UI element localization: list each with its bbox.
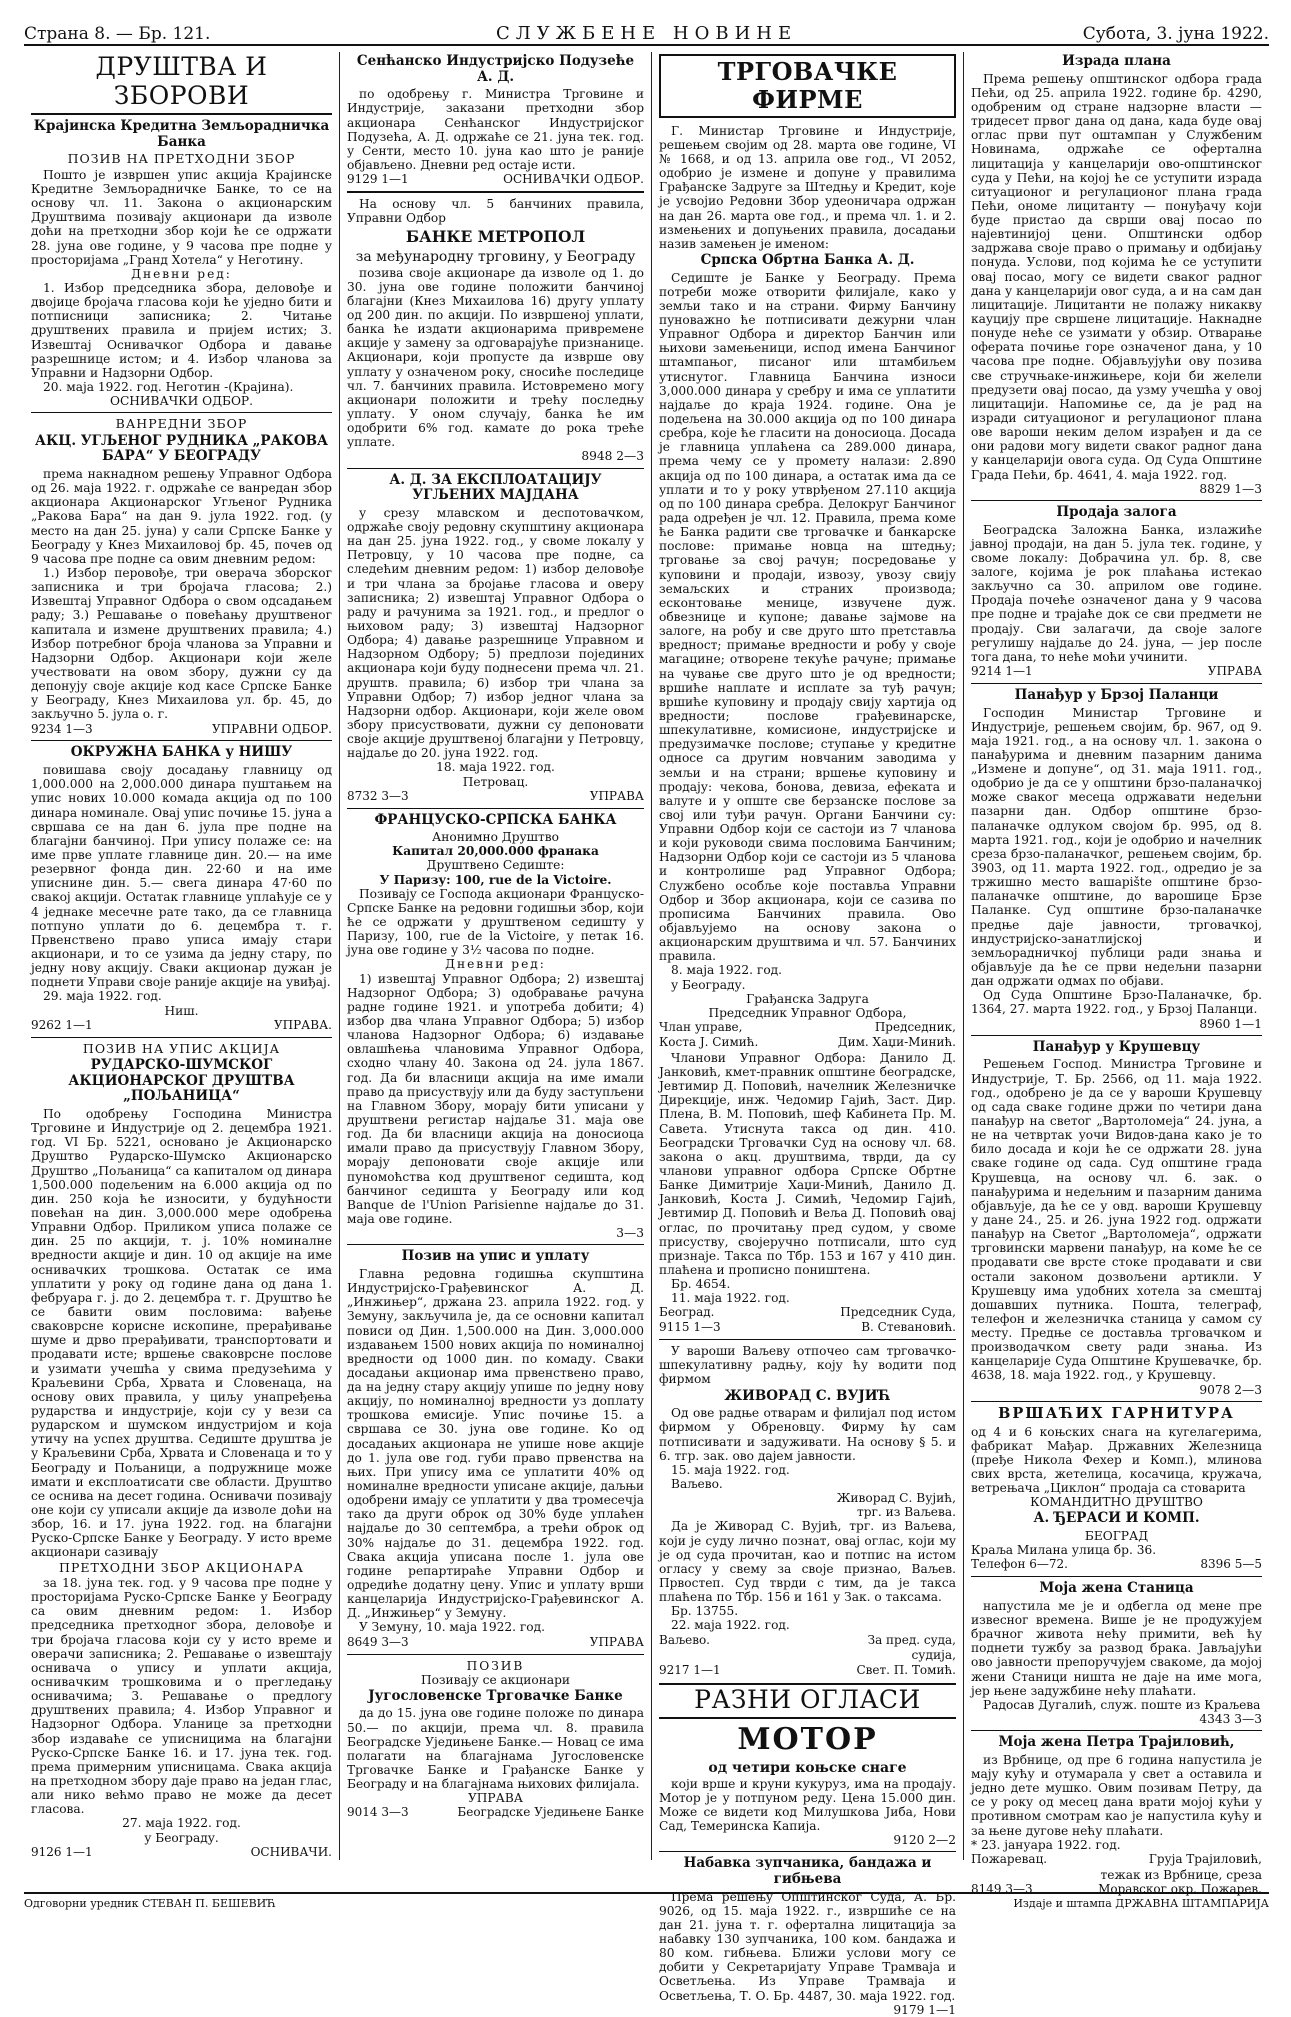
- notice-place: Ваљево.: [659, 1632, 710, 1647]
- agenda-heading: Дневни ред:: [445, 957, 546, 972]
- notice-place: Пожаревац.: [971, 1851, 1048, 1866]
- notice-title: Крајинска Кредитна Земљорадничка Банка: [33, 118, 330, 150]
- notice-body-2: за 18. јуна тек. год. у 9 часова пре подне у просторијама Руско-Српске Банке у Београду са овим дневним редом: 1. Избор председника претходног збора, деловође и три бројача гласова који су у исто време и оверачи записника; 2. Решавање о извештају оснивача о упису и уплати акција, оснивачким трошковима и о прегледању оснивачима; 3. Решавање о предлогу друштвених правила; 4. Избор Управног и Надзорног Одбора. Уланице за претходни збор издаваће се уписницима на благајни Руско-Српске Банке 16. и 17. јуна тек. год. према примерним уписницама. Свака акција на претходном збору даје право на један глас, али нико већмо право не може да десет гласова.: [31, 1576, 332, 1817]
- divider: [659, 1851, 956, 1852]
- notice-number: 4343 3—3: [1199, 1712, 1262, 1727]
- capital: Капитал 20,000.000 франака: [392, 844, 599, 859]
- notice-body: Према решењу општинског одбора града Пећи, од 25. априла 1922. године бр. 4290, одобреним од стране надзорне власти — тридесет првог дана од дана, када буде овај оглас први пут оштампан у Службеним Новинама, одржаће се офертална лицитација у канцеларији ово-општинског суда у Пећи, на којој ће се уступити израда ситуационог и регулационог плана града Пећи, ономе лицитанту — понуђачу који буде пристао да сврши овај посао по најевтинијој цени. Општински одбор задржава своје право о примању и одбијању понуда. Услови, под којима ће се уступити овај посао, могу се видети сваког радног дана у канцеларији овог суда, а и на сам дан лицитације. Лицитанти не полажу никакву кауцију пре свршене лицитације. Накнадне понуде неће се узимати у обзир. Отварање оферата почиње горе означеног дана, у 10 часова пре подне. Објављујући ову позива све стручњаке-инжињере, који би желели предузети овај посао, да узму учешћа у овој лицитацији. Напомиње се, да је рад на изради ситуационог и регулационог плана ове вароши неким делом израђен и да се они радови могу видети сваког радног дана у канцеларији овога суда. Од Суда Општине Града Пећи, бр. 4641, 4. маја 1922. год.: [971, 71, 1262, 482]
- notice-body-3: Да је Живорад С. Вујић, трг. из Ваљева, који је суду лично познат, овај оглас, који му је од суда прочитан, као и потпис на истом огласу у свему за своје признао, Ваљев. Првостеп. Суд тврди с тим, да је такса плаћена по Тбр. 156 и 161 у Зак. о таксама.: [659, 1519, 956, 1605]
- notice-body-2: Седиште је Банке у Београду. Према потреби може отворити филијале, како у земљи тако и на страни. Фирму Банчину пуноважно ће потписивати дежурни члан Управног Одбора и директор Банчин или њихови замењеници, испод имена Банчиног штампањог, писаног или штамбиљем утиснутог. Главница Банчина износи 3,000.000 динара у сребру и има се уплатити најдаље до краја 1924. године. Она је подељена на 30.000 акција од по 100 динара сребра, које ће гласити на доносиоца. Досада је главница уплаћена са 289.000 динара, према чему се у промету налази: 2.890 акција од по 100 динара, а остатак има да се уплати и то у року утврђеном 27.110 акција од по 100 динара сребра. Делокруг Банчиног рада одређен је чл. 12. Правила, према коме ће Банка радити све трговачке и банкарске послове: примање новца на штедњу; трговање за свој рачун; посредовање у куповини и продаји, извозу, увозу свију земаљских и страних производа; есконтовање менице, извучене дуж. обвезнице и купоне; давање зајмове на залоге, на робу и све друго што претставља вредност; примање вредности и робу у своје магацине; отворене текуће рачуне; примање на чување све друго што је од вредности; вршиће наплате и исплате за туђ рачун; вршиће куповину и продају свију хартија од вредности; послове грађевинарске, шпекулативне, комисионе, индустријске и предузимачке послове; ступање у кредитне односе са другим новчаним заводима у земљи и на страни; вршење куповину и продају: чекова, бонова, девиза, ефеката и валуте и у опште све берзанске послове за свој или туђи рачун. Органи Банчини су: Управни Одбор који се састоји из 7 чланова и који руководи свима пословима Банчиним; Надзорни Одбор који се састоји из 5 чланова и контролише рад Управног Одбора; Службено особље које поставља Управни Одбор и Збор акционара, који се сазива по прописима Банчиних правила. Ово објављујемо на основу закона о акционарским друштвима и чл. 57. Банчиних правила.: [659, 270, 956, 964]
- notice-body: из Врбнице, од пре 6 година напустила је мају кућу и отумарала у свет а оставила и једно дете мушко. Овим позивам Петру, да се у року од месец дана врати мојој кући у противном смотрам као је напустила кућу и за њене дугове нећу плаћати.: [971, 1752, 1262, 1838]
- notice-inzinjer: [347, 1249, 644, 1649]
- notice-title: Израда плана: [1062, 53, 1171, 69]
- notice-title: ФРАНЦУСКО-СРПСКА БАНКА: [374, 811, 617, 828]
- notice-body: У вароши Ваљеву отпочео сам трговачко-шпекулативну радњу, коју ћу водити под фирмом: [659, 1344, 956, 1387]
- section-title-misc-ads: РАЗНИ ОГЛАСИ: [659, 1683, 956, 1719]
- section-title-trade-firms: ТРГОВАЧКЕ ФИРМЕ: [659, 54, 956, 118]
- notice-title: АКЦ. УГЉЕНОГ РУДНИКА „РАКОВА БАРА“ У БЕОГРАДУ: [35, 432, 328, 465]
- notice-number: 8732 3—3: [347, 788, 409, 803]
- page-footer: [24, 1892, 1269, 1910]
- notice-title: Панађур у Брзој Паланци: [1014, 686, 1219, 703]
- company-city: БЕОГРАД: [1084, 1529, 1149, 1544]
- ad-motor: [659, 1723, 956, 1847]
- notice-reference: Бр. 13755.: [671, 1604, 739, 1619]
- seat-label: Друштвено Седиште:: [426, 858, 565, 873]
- signature-title-2: Моравског окр. Пожарев.: [1098, 1881, 1262, 1896]
- notice-number: 9014 3—3: [347, 1805, 409, 1820]
- notice-title: ОКРУЖНА БАНКА у НИШУ: [70, 744, 293, 761]
- notice-number: 9217 1—1: [659, 1662, 721, 1677]
- notice-signature: УПРАВА.: [273, 1017, 332, 1032]
- divider: [971, 1730, 1262, 1731]
- ad-threshers: [971, 1406, 1262, 1573]
- divider: [31, 1037, 332, 1038]
- notice-signature: УПРАВНИ ОДБОР.: [212, 721, 332, 736]
- notice-title: Сенћанско Индустријско Подузеће А. Д.: [356, 53, 635, 85]
- notice-body: Београдска Заложна Банка, излажиће јавној продаји, на дан 5. јула тек. године, у своме локалу: Добрачина ул. бр. 8, све залоге, којима је рок плаћања истекао закључно са 30. априлом ове године. Продаја почеће означеног дана у 9 часова пре подне и трајаће док се сви предмети не продају. Сви залагачи, да своје залоге регулишу најдаље до 24. јуна, — јер после тога дана, то неће моћи учинити.: [971, 522, 1262, 664]
- notice-coal-mines: [347, 473, 644, 804]
- notice-date: 27. маја 1922. год.: [122, 1816, 241, 1831]
- notice-pec-plan: [971, 54, 1262, 496]
- notice-date: 11. маја 1922. год.: [671, 1291, 790, 1306]
- bank-name-2: Београдске Уједињене Банке: [457, 1805, 644, 1820]
- divider: [971, 500, 1262, 501]
- notice-date: * 23. јануара 1922. год.: [971, 1837, 1121, 1852]
- notice-body: Према решењу Општинског Суда, А. Бр. 9026, од 15. маја 1922. г., извршиће се на дан 21. јуна т. г. офертална лицитација за набавку 130 зупчаника, 100 ком. бандажа и 80 ком. гибњева. Ближи услови могу се добити у Секретаријату Управе Трамваја и Осветљења. Из Управе Трамваја и Осветљења, Т. О. Бр. 4487, 30. маја 1922. год.: [659, 1889, 956, 2003]
- notice-title: Продаја залога: [1056, 503, 1177, 520]
- notice-body: Г. Министар Трговине и Индустрије, решењем својим од 28. марта ове године, VI № 1668, и од 13. априла ове год., VI 2052, одобрио је измене и допуне у правилима Грађанске Задруге за Штедњу и Кредит, које је усвојио Редовни Збор удеоничара одржан на дан 26. марта ове год., и према чл. 1. и 2. измењених и допуњених правила, досадањи назив замењен је именом:: [659, 123, 956, 251]
- notice-title: Набавка зупчаника, бандажа и гибњева: [683, 1855, 932, 1887]
- notice-tram-parts: [659, 1856, 956, 2017]
- notice-footer: [971, 665, 1262, 679]
- signature-row: [659, 1321, 956, 1335]
- notice-place: у Београду.: [144, 1830, 219, 1845]
- notice-signature: УПРАВА: [467, 1791, 524, 1806]
- notice-signature: ОСНИВАЧИ.: [250, 1844, 332, 1859]
- notice-body: да до 15. јуна ове године положе по динара 50.— по акцији, према чл. 8. правила Београдске Уједињене Банке.— Новац се има полагати на благајнама Југословенске Трговачке Банке и Грађанске Банке у Београду и на благајнама њихових филијала.: [347, 1706, 644, 1792]
- notice-wife-stanica: [971, 1581, 1262, 1726]
- agenda-items: 1) извештај Управног Одбора; 2) извештај Надзорног Одбора; 3) одобравање рачуна радне године 1921. и употреба добити; 4) избор два члана Управног Одбора; 5) избор чланова Надзорног Одбора; 6) издавање овлашћења члановима Управног Одбора, сходно члану 40. Закона од 24. јула 1867. год. Да би власници акција на име имали право да присуствују или да буду заступљени на Главном Збору, морају бити уписани у друштвени регистар најдаље 31. маја ове год. Да би власници акција на доносиоца имали право да присуствују Главном Збору, морају депоновати своје акције или пуномоћства код друштвеног седишта, код банчиног седишта у Београду или код Banque de l'Union Parisienne најдаље до 31. маја ове године.: [347, 971, 644, 1226]
- notice-body-3: Чланови Управног Одбора: Данило Д. Јанковић, кмет-правник општине београдске, Јевтимир Д. Поповић, начелник Железничке Дирекције, инж. Чедомир Гајић, Заст. Дир. Плена, В. М. Поповић, шеф Кабинета Пр. М. Савета. Утиснута такса од дин. 410. Београдски Трговачки Суд на основу чл. 68. закона о акц. друштвима, тврди, да су чланови управног одбора Српске Обртне Банке Димитрије Хаџи-Минић, Данило Д. Јанковић, Коста Ј. Симић, Чедомир Гајић, Јевтимир Д. Поповић и Веља Д. Поповић овај оглас, по прочитању пред судом, у своме присуству, својеручно потписали, што суд признаје. Такса по Тбр. 153 и 167 у 410 дин. плаћена и прописно поништена.: [659, 1050, 956, 1277]
- notice-signature: УПРАВА: [1207, 663, 1262, 678]
- ad-subtitle: од четири коњске снаге: [708, 1760, 907, 1777]
- issue-date: Субота, 3. јуна 1922.: [1082, 24, 1269, 44]
- signature-label: Председник,: [874, 1020, 956, 1035]
- notice-poljanica: [31, 1042, 332, 1860]
- notice-body: Позивају се Господа акционари Француско-Српске Банке на редовни годишњи збор, који ће се одржати у друштвеном седишту у Паризу, 100, rue de la Victoire, у петак 16. јуна ове године у 3½ часова по подне.: [347, 886, 644, 958]
- divider: [31, 412, 332, 413]
- signature-row: [659, 1036, 956, 1050]
- notice-body: повишава своју досадању главницу од 1,000.000 на 2,000.000 динара пуштањем на упис нових 10.000 комада акција од по 100 динара номинале. Овај упис почиње 15. јуна а свршава се на дан 6. јула пре подне на благајни банчиној. При упису полаже се: на име прве уплате главнице дин. 20.— на име резервног фонда дин. 22·60 и на име уписнине дин. 5.— свега динара 47·60 по свакој акцији. Остатак главнице уплаћује се у 4 једнаке месечне рате тако, да се главница потпуно уплати до 6. децембра т. г. Првенствено право уписа имају стари акционари, и то се узима да једну стару, по једну нову акцију. Сваки акционар дужан је поднети Управи своје раније акције на увиђај.: [31, 763, 332, 990]
- notice-rakova-bara: [31, 417, 332, 736]
- judge-title: Председник Суда,: [840, 1305, 956, 1320]
- column-1: [24, 52, 339, 1860]
- company-type: КОМАНДИТНО ДРУШТВО: [1030, 1495, 1203, 1510]
- notice-number: 8960 1—1: [1199, 1016, 1262, 1031]
- notice-signature: УПРАВА: [589, 1634, 644, 1649]
- signature-row: [659, 1664, 956, 1678]
- divider: [971, 1401, 1262, 1402]
- notice-body: по одобрењу г. Министра Трговине и Индустрије, заказани претходни збор акционара Сенћанског Индустријског Подузећа, А. Д. одржаће се 21. јуна тек. год. у Сенти, место 10. јуна као што је раније објављено. Дневни ред остаје исти.: [347, 87, 644, 173]
- ad-title: МОТОР: [737, 1722, 878, 1758]
- signature-title: трг. из Ваљева.: [856, 1505, 956, 1520]
- notice-footer: [31, 1019, 332, 1033]
- newspaper-title: СЛУЖБЕНЕ НОВИНЕ: [495, 23, 798, 44]
- notice-body: Господин Министар Трговине и Индустрије, решењем својим, бр. 967, од 9. маја 1921. год., а на основу чл. 1. закона о панађурима и дневним пазарним данима „Измене и допуне“, од 31. маја 1911. год., одобрио је да се у општини брзо-паланачкој може сваког месеца одржавати недељни пазарни дан. Одбор општине брзо-паланачке одлуком својом бр. 995, од 8. марта 1921. год., који је одобрио и начелник среза брзо-паланачког, решењем својим, бр. 3903, од 11. марта 1922. год., одредио је за тржишно место вашарište општине брзо-паланачке општине, до варошице Брзе Паланке. Суд општине брзо-паланачке предње даје јавности, трговачкој, индустријско-занатлијској и земљорадничкој публици ради знања и објављује да ће се први недељни пазарни дан одржати одмах по објави.: [971, 705, 1262, 989]
- notice-body: напустила ме је и одбегла од мене пре извесног времена. Више је не продужујем брачног живота нећу примити, већ ћу поднети тужбу за развод брака. Јављајући ово јавности препоручујем свакоме, да мојој жени Станици ништа не даје на име мога, јер њене задужбине нећу плаћати.: [971, 1598, 1262, 1698]
- divider: [971, 683, 1262, 684]
- divider: [31, 740, 332, 741]
- notice-fair-brza-palanka: [971, 688, 1262, 1031]
- notice-date: 18. маја 1922. год.: [436, 760, 555, 775]
- notice-subtitle: Позивају се акционари: [420, 1672, 571, 1687]
- notice-body: Главна редовна годишња скупштина Индустријско-Грађевинског А. Д. „Инжињер“, држана 23. априла 1922. год. у Земуну, закључила је, да се основни капитал повиси од Дин. 1,500.000 на Дин. 3,000.000 издавањем 1500 нових акција по номиналној вредности од 1000 дин. по комаду. Сваки досадањи акционар има првенствено право, да на једну стару акцију упише по једну нову акцију, по номиналној вредности уз доплату трошкова емисије. Упис почиње 15. а свршава се 30. јуна ове године. Ко од досадањих акционара не упише нове акције до 1. јула ове год. губи право првенства на њих. При упису има се уплатити 40% од номиналне вредности уписане акције, даљњи одобрени имају се уплатити у два тромесечја тако да други оброк од 30% буде уплаћен најдаље до 30 септембра, а трећи оброк од 30% најдаље до 31. децембра 1922. год. Свака акција уписана после 1. јула ове године репартираће Управни Одбор и одредиће додатну цену. Упис и уплату врши канцеларија Индустријско-Грађевинског А. Д. „Инжињер“ у Земуну.: [347, 1266, 644, 1621]
- notice-footer: [31, 1846, 332, 1860]
- signature-name: Груја Трајиловић,: [1148, 1851, 1262, 1866]
- notice-number: 8149 3—3: [971, 1881, 1033, 1896]
- notice-vujic: [659, 1344, 956, 1677]
- notice-number: 9126 1—1: [31, 1844, 93, 1859]
- signature-row: [659, 1634, 956, 1648]
- notice-title: БАНКЕ МЕТРОПОЛ: [405, 227, 586, 247]
- notice-date: У Земуну, 10. маја 1922. год.: [359, 1620, 545, 1635]
- divider: [347, 1244, 644, 1245]
- notice-date: 22. маја 1922. год.: [671, 1618, 790, 1633]
- notice-number: 8829 1—3: [1199, 481, 1262, 496]
- signature-name: Коста Ј. Симић.: [659, 1034, 759, 1049]
- notice-body: у срезу млавском и деспотовачком, одржаће своју редовну скупштину акционара на дан 25. јуна 1922. год., у своме локалу у Петровцу, у 10 часова пре подне, са следећим дневним редом: 1) избор деловође и три члана за бројање гласова и оверу записника; 2) извештај Управног Одбора о раду и рачунима за 1921. год., и предлог о њиховом раду; 3) извештај Надзорног Одбора; 4) давање разрешнице Управном и Надзорном Одбору; 5) предлози појединих акционара који буду поднесени према чл. 21. друштв. правила; 6) избор три члана за Управни Одбор; 7) избор једног члана за Надзорни одбор. Акционари, који желе овом збору присуствовати, дужни су депоновати своје акције друштвеној благајни у Петровцу, најдаље до 20. јуна 1922. год.: [347, 505, 644, 761]
- firm-name: Српска Обртна Банка А. Д.: [700, 251, 915, 268]
- notice-place: Београд.: [659, 1305, 715, 1320]
- signature-name: Живорад С. Вујић,: [836, 1491, 956, 1506]
- signature-title: тежак из Врбнице, среза: [1100, 1867, 1262, 1882]
- notice-metropol-bank: [347, 197, 644, 463]
- notice-date: 8. маја 1922. год.: [671, 963, 783, 978]
- notice-krajina-bank: [31, 119, 332, 408]
- notice-franco-serbian-bank: [347, 813, 644, 1241]
- notice-title: Моја жена Петра Трајиловић,: [998, 1734, 1235, 1751]
- publisher-line: Издаје и штампа ДРЖАВНА ШТАМПАРИЈА: [1013, 1897, 1269, 1910]
- notice-signature: УПРАВА: [589, 788, 644, 803]
- ad-body: од 4 и 6 коњских снага на кугелагерима, фабрикат Мађар. Државних Железница (пређе Никола Фехер и Комп.), млинова свих врста, жетелица, косачица, кружача, ветрењача „Циклон“ продаја са стоварита: [971, 1424, 1262, 1496]
- notice-place: Ваљево.: [671, 1476, 723, 1491]
- divider: [347, 468, 644, 469]
- notice-number: 8948 2—3: [581, 449, 644, 464]
- cooperative-name: Грађанска Задруга: [746, 991, 869, 1006]
- company-phone: Телефон 6—72.: [971, 1557, 1068, 1572]
- notice-place: Ниш.: [164, 1003, 199, 1018]
- notice-number: 9129 1—1: [347, 172, 409, 187]
- divider: [347, 1654, 644, 1655]
- newspaper-page: [24, 14, 1269, 2017]
- notice-yugoslav-bank: [347, 1659, 644, 1821]
- ad-title: ВРШАЋИХ ГАРНИТУРА: [998, 1404, 1235, 1422]
- notice-footer: [347, 1806, 644, 1820]
- page-number: Страна 8. — Бр. 121.: [24, 24, 211, 44]
- judge-title: За пред. суда,: [867, 1632, 956, 1647]
- notice-number: 8649 3—3: [347, 1634, 409, 1649]
- notice-subtitle: за међународну трговину, у Београду: [355, 249, 636, 266]
- notice-body: Решењем Господ. Министра Трговине и Индустрије, Т. Бр. 2566, од 11. маја 1922. год., одобрено је да се у вароши Крушевцу од сада сваке године држи по четири дана панађур на светог „Вартоломеја“ 24. јуна, а не на четвртак уочи Видов-дана како је то било досада и који ће се одржати 28. јуна сваке године од сада. Суд општине града Крушевца, на основу чл. 6. зак. о панађурима и недељним и пазарним данима објављује, да ће се у овд. вароши Крушевцу у дане 24., 25. и 26. јуна 1922 год. одржати панађур на Светог „Вартоломеја“, одржати трговински марвени панађур, на коме ће се продавати све врсте стоке продавати и сви остали законом дозвољени артикли. У Крушевцу има удобних хотела за смештај дошавших путника. Пошта, телеграф, телефон и железничка станица у самом су месту. Предње се доставља трговачком и производачком свету ради знања. Из канцеларије Суда Општине Крушевачке, бр. 4638, 18. маја 1922. год., у Крушевцу.: [971, 1057, 1262, 1383]
- agenda-heading: Дневни ред:: [131, 266, 232, 281]
- agenda-items: 1.) Избор перовође, три оверача зборског записника и три бројача гласова; 2.) Извештај Управног Одбора о свом одсадањем раду; 3.) Решавање о повећању друштвеног капитала и измене друштвених правила; 4.) Избор потребног броја чланова за Управни и Надзорни Одбор. Акционари који желе учествовати на овом збору, дужни су да депонују своје акције код касе Српске Банке у Београду, Кнез Михаилова ул. бр. 45, до закључно 5. јула о. г.: [31, 566, 332, 722]
- divider: [659, 1339, 956, 1340]
- notice-wife-petra: [971, 1735, 1262, 1897]
- notice-footer: [971, 1558, 1262, 1572]
- notice-title: Панађур у Крушевцу: [1032, 1038, 1201, 1055]
- notice-title: Позив на упис и уплату: [401, 1248, 590, 1265]
- notice-body: По одобрењу Господина Министра Трговине и Индустрије од 2. децембра 1921. год. VI Бр. 5221, основано је Акционарско Друштво Рударско-Шумско Акционарско Друштво „Пољаница“ са капиталом од динара 1,500.000 подељеним на 6.000 акција од по дин. 250 која ће износити, у будућности повећан на дин. 3,000.000 мере одобрења Управни Одбор. Приликом уписа полаже се дин. 25 по акцији, т. ј. 10% номиналне вредности акције и дин. 10 од акције на име оснивачких трошкова. Остатак се има уплатити у року од године дана од дана 1. фебруара г. ј. до 2. децембра т. г. Друштво ће се бавити овим пословима: вађење сваковрсне корисне ископине, прерађивање шуме и дрво прерађивати, транспортовати и продавати исте; вршење сваковрсне послове и узимати учешћа у свима предузећима у Краљевини Срба, Хрвата и Словенаца, на основу ових правила, у циљу унапређења рударства и индустрије, који су у вези са рударском и шумском индустријом и која утичу на успех друштва. Седиште друштва је у Краљевини Срба, Хрвата и Словенаца и то у Београду и Пољаници, а подружнице може имати и експлоатисати све области. Друштво се оснива на десет година. Оснивачи позивају оне који су уписали акције да изволе доћи на збор, 16. и 17. јуна 1922. год. на благајни Руско-Српске Банке у Београду. У исто време акционари сазивају: [31, 1107, 332, 1560]
- board-president-label: Председник Управног Одбора,: [708, 1005, 907, 1020]
- signature-row: [659, 1021, 956, 1035]
- notice-subtitle: Анонимно Друштво: [432, 830, 559, 845]
- notice-obrtna-bank: [659, 124, 956, 1336]
- notice-nis-bank: [31, 745, 332, 1032]
- divider: [971, 1035, 1262, 1036]
- judge-title-2: судија,: [911, 1648, 956, 1663]
- firm-name: ЖИВОРАД С. ВУЈИЋ: [724, 1387, 891, 1404]
- divider: [347, 191, 644, 193]
- column-2: [339, 52, 651, 1860]
- notice-number: 9262 1—1: [31, 1017, 93, 1032]
- notice-signature: ОСНИВАЧКИ ОДБОР.: [109, 394, 254, 409]
- notice-title: РУДАРСКО-ШУМСКОГ АКЦИОНАРСКОГ ДРУШТВА „ПОЉАНИЦА“: [68, 1057, 295, 1105]
- notice-date: 20. маја 1922. год. Неготин -(Крајина).: [43, 379, 294, 394]
- notice-number: 9179 1—1: [893, 2002, 956, 2017]
- judge-name: В. Стевановић.: [861, 1320, 956, 1335]
- bank-name: Југословенске Трговачке Банке: [368, 1687, 623, 1704]
- notice-subtitle-2: ПРЕТХОДНИ ЗБОР АКЦИОНАРА: [59, 1559, 304, 1575]
- seat-address: У Паризу: 100, rue de la Victoire.: [379, 872, 612, 887]
- column-3: [651, 52, 963, 2017]
- notice-signature: ОСНИВАЧКИ ОДБОР.: [503, 172, 644, 187]
- notice-title: Моја жена Станица: [1039, 1580, 1194, 1597]
- notice-number: 9078 2—3: [1199, 1382, 1262, 1397]
- divider: [971, 1576, 1262, 1577]
- notice-date: 29. маја 1922. год.: [43, 989, 162, 1004]
- notice-fair-krusevac: [971, 1040, 1262, 1397]
- notice-footer: [347, 1636, 644, 1650]
- company-name: А. ЂЕРАСИ И КОМП.: [1033, 1510, 1200, 1527]
- notice-body: позива своје акционаре да изволе од 1. до 30. јуна ове године положити банчиној благајни (Кнез Михаилова 16) другу уплату од 200 дин. по акцији. По извршеној уплати, банка ће издати акционарима привремене акције у замену за одговарајуће признанице. Акционари, који пропусте да изврше ову уплату у означеном року, сносиће последице чл. 7. банчиних правила. Истовремено могу акционари положити и трећу последњу уплату. У оном случају, банка ће им одобрити 6% год. камате до рока треће уплате.: [347, 265, 644, 450]
- ad-number: 9120 2—2: [893, 1833, 956, 1848]
- notice-senta: [347, 54, 644, 187]
- notice-title: А. Д. ЗА ЕКСПЛОАТАЦИЈУ УГЉЕНИХ МАЈДАНА: [389, 471, 602, 504]
- notice-footer: [31, 723, 332, 737]
- signature-row: [659, 1306, 956, 1320]
- page-header: [24, 14, 1269, 46]
- notice-subtitle: ПОЗИВ НА УПИС АКЦИЈА: [82, 1040, 281, 1056]
- notice-signature: Радосав Дугалић, служ. поште из Краљева: [983, 1697, 1261, 1712]
- notice-number: 9115 1—3: [659, 1320, 721, 1335]
- judge-name: Свет. П. Томић.: [856, 1662, 956, 1677]
- company-address: Краља Милана улица бр. 36.: [971, 1543, 1157, 1558]
- notice-number: 3—3: [616, 1226, 644, 1241]
- section-title-societies: ДРУШТВА И ЗБОРОВИ: [31, 52, 332, 115]
- ad-number: 8396 5—5: [1200, 1557, 1262, 1572]
- notice-number: 9214 1—1: [971, 663, 1033, 678]
- signature-label: Члан управе,: [659, 1020, 743, 1035]
- notice-body-2: Од ове радње отварам и филијал под истом фирмом у Обреновцу. Фирму ћу сам потписивати и задуживати. На основу § 5. и 6. тгр. зак. ово дајем јавности.: [659, 1406, 956, 1463]
- notice-place: Петровац.: [462, 774, 529, 789]
- notice-subtitle: ПОЗИВ НА ПРЕТХОДНИ ЗБОР: [67, 151, 296, 167]
- divider: [347, 808, 644, 809]
- notice-reference: Бр. 4654.: [671, 1277, 731, 1292]
- notice-intro: На основу чл. 5 банчиних правила, Управни Одбор: [347, 197, 644, 226]
- notice-subtitle: ВАНРЕДНИ ЗБОР: [115, 416, 248, 432]
- notice-date: 15. маја 1922. год.: [671, 1462, 790, 1477]
- editor-line: Одговорни уредник СТЕВАН П. БЕШЕВИЋ: [24, 1897, 276, 1910]
- notice-body: Пошто је извршен упис акција Крајинске Кредитне Земљорадничке Банке, то се на основу чл. 11. Закона о акционарским Друштвима позивају акционари да изволе доћи на претходни збор који ће се одржати 28. јуна ове године, у 9 часова пре подне у просторијама „Гранд Хотела“ у Неготину.: [31, 167, 332, 267]
- agenda-items: 1. Избор председника збора, деловође и двојице бројача гласова који ће уједно бити и потписници записника; 2. Читање друштвених правила и пријем истих; 3. Извештај Оснивачког Одбора и давање разрешнице истом; и 4. Избор чланова за Управни и Надзорни Одбор.: [31, 280, 332, 380]
- ad-body: који врше и круни кукуруз, има на продају. Мотор је у потпуном реду. Цена 15.000 дин. Може се видети код Милушкова Јиба, Нови Сад, Темеринска Капија.: [659, 1776, 956, 1833]
- signature-name: Дим. Хаџи-Минић.: [837, 1034, 956, 1049]
- notice-number: 9234 1—3: [31, 721, 93, 736]
- notice-signature: Од Суда Општине Брзо-Паланачке, бр. 1364, 27. марта 1922. год., у Брзој Паланци.: [971, 988, 1262, 1017]
- notice-body: према накнадном решењу Управног Одбора од 26. маја 1922. г. одржаће се ванредан збор акционара Акционарског Угљеног Рудника „Ракова Бара“ на дан 9. јула 1922. год. (у место на дан 25. јуна) у сали Српске Банке у Београду у Кнез Михаиловој бр. 45, почев од 9 часова пре подне са овим дневним редом:: [31, 467, 332, 566]
- notice-pledge-sale: [971, 505, 1262, 679]
- signature-row: [971, 1853, 1262, 1867]
- notice-title: ПОЗИВ: [466, 1658, 525, 1673]
- notice-place: у Београду.: [671, 977, 746, 992]
- notice-footer: [347, 173, 644, 187]
- notice-footer: [347, 790, 644, 804]
- column-4: [963, 52, 1269, 1896]
